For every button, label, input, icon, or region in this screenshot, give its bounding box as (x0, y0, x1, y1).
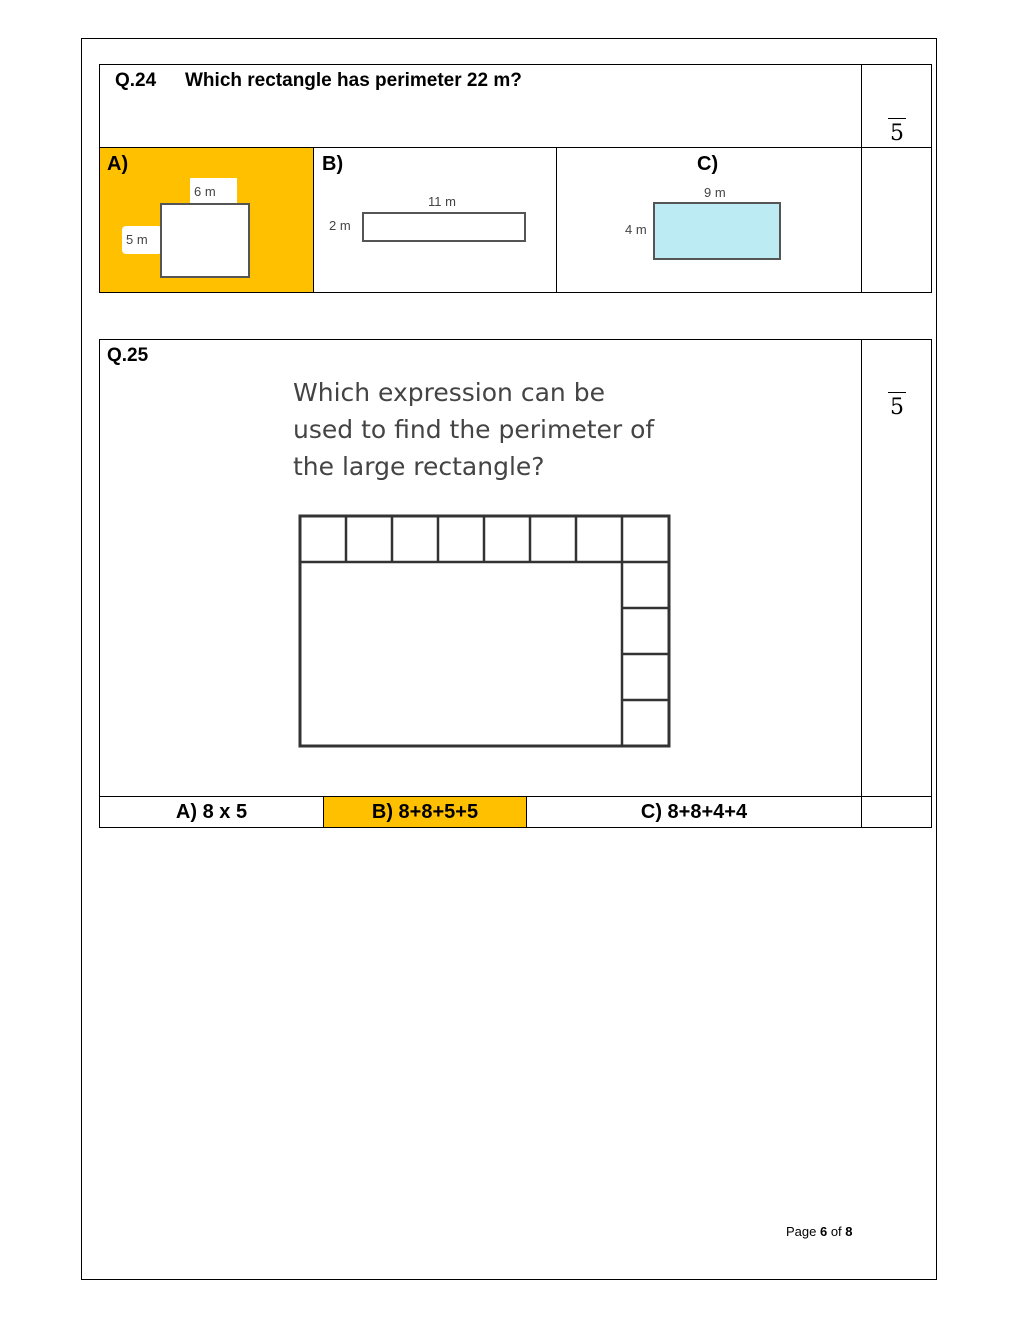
q25-question-text (293, 374, 733, 485)
q24-b-height-label: 2 m (329, 218, 351, 233)
q24-option-a-label: A) (107, 153, 129, 175)
q24-c-rectangle (653, 202, 781, 260)
q24-mark-value: 5 (890, 121, 904, 146)
q25-option-b-label: B) 8+8+5+5 (371, 800, 479, 823)
q25-mark-value: 5 (890, 395, 904, 420)
q25-option-c-label: C) 8+8+4+4 (640, 800, 748, 823)
q25-mark-cell-lower (861, 796, 932, 828)
page-current: 6 (819, 1224, 828, 1239)
q25-option-a[interactable] (99, 796, 324, 828)
q25-question-line: Which expression can be (293, 378, 605, 407)
q24-c-height-label: 4 m (625, 222, 647, 237)
q25-question-line: used to find the perimeter of (293, 415, 655, 444)
mark-bar (888, 118, 906, 119)
q25-option-c[interactable] (526, 796, 862, 828)
q24-c-width-label: 9 m (704, 185, 726, 200)
q24-option-b-label: B) (322, 153, 344, 175)
q25-option-a-label: A) 8 x 5 (175, 800, 248, 823)
page-number (786, 1224, 853, 1239)
q24-mark (880, 118, 914, 146)
q24-option-c-label: C) (697, 153, 719, 175)
q24-b-width-label: 11 m (428, 194, 456, 209)
mark-bar (888, 392, 906, 393)
q24-number: Q.24 (115, 70, 157, 91)
q25-mark (880, 392, 914, 420)
page-prefix: Page (786, 1224, 820, 1239)
q25-question-line: the large rectangle? (293, 452, 545, 481)
q24-a-rectangle (160, 203, 250, 278)
q25-rectangle-figure (298, 514, 672, 749)
q24-mark-cell-lower (861, 147, 932, 293)
page-of: of (827, 1224, 846, 1239)
q24-b-rectangle (362, 212, 526, 242)
q24-a-width-label: 6 m (194, 184, 216, 199)
page-total: 8 (845, 1224, 853, 1239)
q24-a-height-label: 5 m (126, 232, 148, 247)
q24-question: Which rectangle has perimeter 22 m? (185, 70, 522, 91)
q25-number: Q.25 (107, 345, 149, 366)
q25-option-b[interactable] (323, 796, 527, 828)
